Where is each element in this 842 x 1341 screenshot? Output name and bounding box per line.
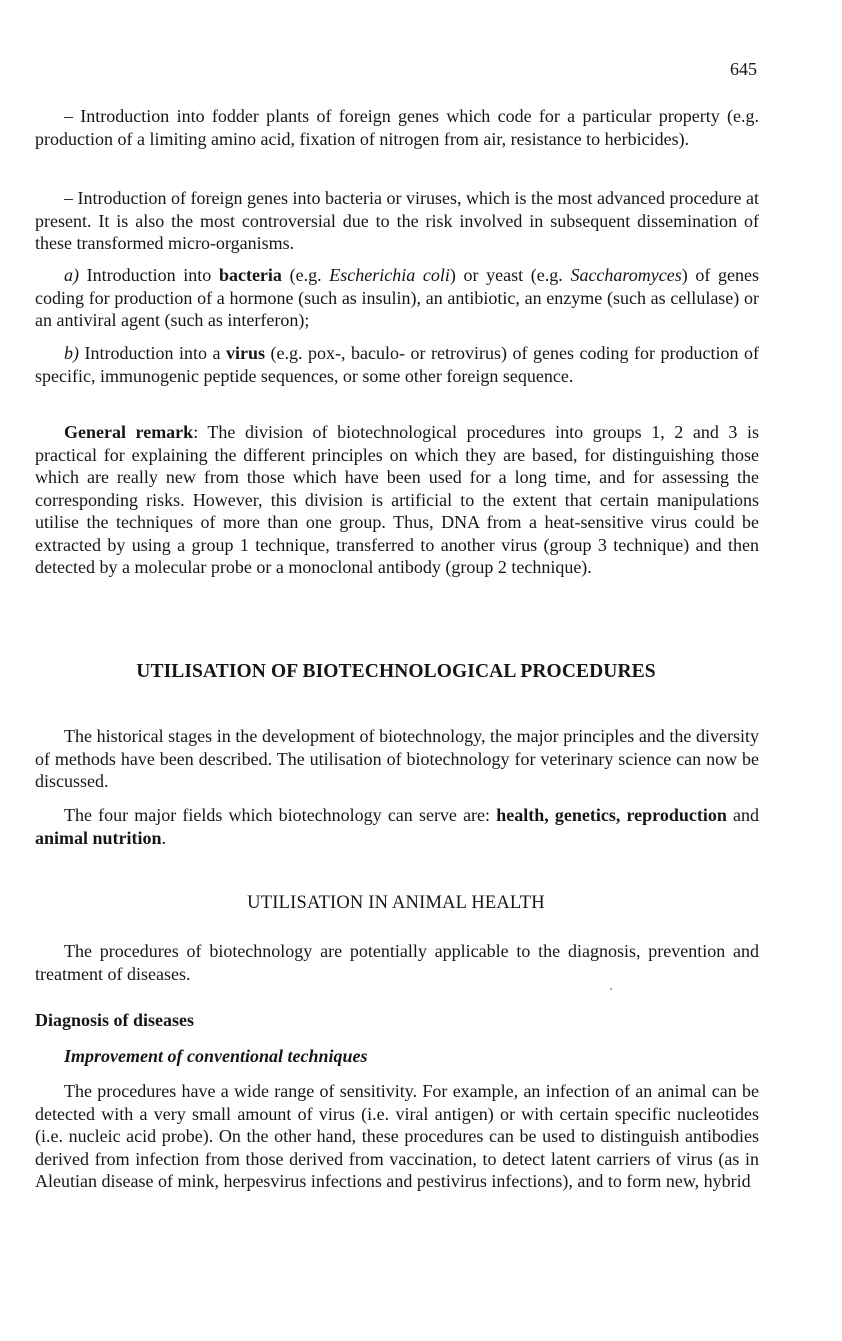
text-run: . [161,827,167,848]
bold-term-bacteria: bacteria [218,265,282,285]
page-number: 645 [730,59,757,79]
species-name-escherichia: Escherichia coli [329,265,450,285]
text-run: ) or yeast (e.g. [449,265,571,285]
text-run: (e.g. pox-, baculo- or retrovirus) of genes coding for production of specific, immunogenic peptide sequences, or some other foreign sequence. [35,343,759,386]
paragraph-general-remark [35,421,759,579]
side-heading-diagnosis: Diagnosis of diseases [35,1010,195,1030]
paragraph-procedures-applicable: The procedures of biotechnology are potentially applicable to the diagnosis, prevention and treatment of diseases. [35,941,759,984]
print-speck [610,988,612,990]
bold-term-virus: virus [226,343,266,363]
text-run: ) of genes coding for production of a hormone (such as insulin), an antibiotic, an enzyme (such as cellulase) or an antiviral agent (such as interferon); [35,265,760,330]
paragraph-sensitivity: The procedures have a wide range of sensitivity. For example, an infection of an animal can be detected with a very small amount of virus (i.e. viral antigen) or with certain specific nucleotides (i.e. nucleic acid probe). On the other hand, these procedures can be used to distinguish antibodies derived from infection from those derived from vaccination, to detect latent carriers of virus (as in Aleutian disease of mink, herpesvirus infections and pestivirus infections), and to form new, hybrid [35,1081,759,1191]
text-run: and [726,805,759,825]
paragraph-fodder-plants: – Introduction into fodder plants of foreign genes which code for a particular property (e.g. production of a limiting amino acid, fixation of nitrogen from air, resistance to herbicides). [35,106,759,149]
subheading-animal-health: UTILISATION IN ANIMAL HEALTH [247,893,545,913]
item-a-label: a) [64,265,79,285]
text-run: : The division of biotechnological procedures into groups 1, 2 and 3 is practical for explaining the different principles on which they are based, for distinguishing those which are really new from those which have been used for a long time, and for assessing the corresponding risks. However, this division is artificial to the extent that certain manipulations utilise the techniques of more than one group. Thus, DNA from a heat-sensitive virus could be extracted by using a group 1 technique, transferred to another virus (group 3 technique) and then detected by a molecular probe or a monoclonal antibody (group 2 technique). [35,422,759,577]
paragraph-historical-stages: The historical stages in the development of biotechnology, the major principles and the diversity of methods have been described. The utilisation of biotechnology for veterinary science can now be discussed. [35,726,759,791]
general-remark-label: General remark [64,422,194,442]
text-run: Introduction into [79,265,219,285]
paragraph-item-b [35,342,759,387]
text-run: Introduction into a [79,343,227,363]
paragraph-four-fields [35,804,759,849]
bold-fields-list: health, genetics, reproduction [496,805,727,825]
paragraph-bacteria-viruses: – Introduction of foreign genes into bacteria or viruses, which is the most advanced procedure at present. It is also the most controversial due to the risk involved in subsequent dissemination of these transformed micro-organisms. [35,188,759,253]
sub-heading-improvement: Improvement of conventional techniques [64,1046,368,1066]
paragraph-item-a [35,264,759,332]
text-run: (e.g. [281,265,330,285]
section-heading-utilisation: UTILISATION OF BIOTECHNOLOGICAL PROCEDURES [136,661,656,682]
species-name-saccharomyces: Saccharomyces [570,265,682,285]
text-run: The four major fields which biotechnology can serve are: [64,805,497,825]
item-b-label: b) [64,343,79,363]
bold-animal-nutrition: animal nutrition [35,827,162,848]
